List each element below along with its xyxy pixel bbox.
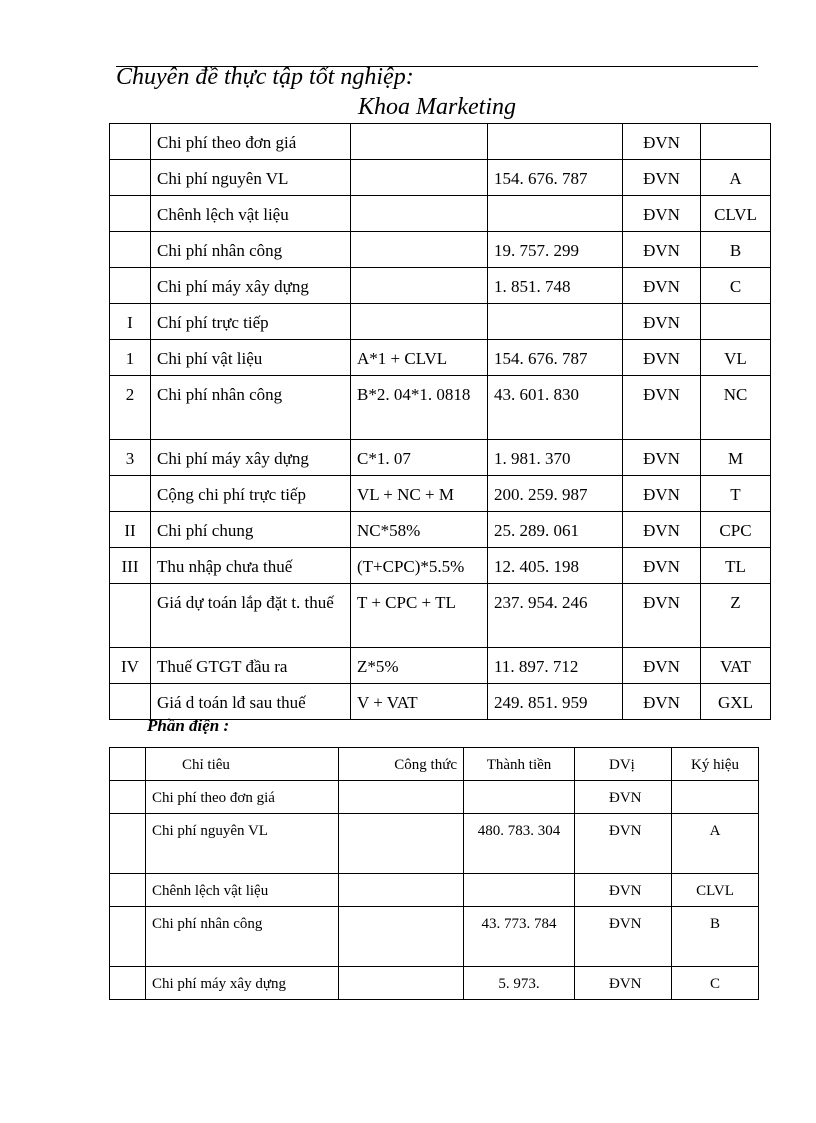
cell-item: Chi phí nguyên VL — [151, 160, 351, 196]
table-header-row — [110, 748, 759, 781]
cell-amount: 5. 973. — [464, 967, 575, 1000]
cell-unit: ĐVN — [623, 648, 701, 684]
table-row — [110, 268, 771, 304]
cell-formula — [351, 160, 488, 196]
cell-amount: 154. 676. 787 — [488, 340, 623, 376]
electrical-cost-table — [109, 747, 759, 1000]
cell-item: Chi phí theo đơn giá — [151, 124, 351, 160]
table-row — [110, 548, 771, 584]
cell-unit: ĐVN — [623, 440, 701, 476]
cell-no — [110, 196, 151, 232]
table-row — [110, 124, 771, 160]
cell-item: Chi phí nhân công — [146, 907, 339, 967]
cell-formula — [351, 196, 488, 232]
cell-item: Chi phí vật liệu — [151, 340, 351, 376]
cell-amount: 11. 897. 712 — [488, 648, 623, 684]
cell-item: Chênh lệch vật liệu — [146, 874, 339, 907]
cell-formula: VL + NC + M — [351, 476, 488, 512]
cell-unit: ĐVN — [623, 584, 701, 648]
table-row — [110, 584, 771, 648]
cell-item: Chi phí theo đơn giá — [146, 781, 339, 814]
cell-unit: ĐVN — [623, 684, 701, 720]
cell-item: Chi phí nguyên VL — [146, 814, 339, 874]
cell-unit: ĐVN — [623, 548, 701, 584]
cell-item: Chi phí nhân công — [151, 232, 351, 268]
cell-item: Giá d toán lđ sau thuế — [151, 684, 351, 720]
cell-symbol: CLVL — [672, 874, 759, 907]
cell-symbol: CPC — [701, 512, 771, 548]
cell-unit: ĐVN — [575, 907, 672, 967]
cell-unit: ĐVN — [623, 160, 701, 196]
cell-amount — [488, 196, 623, 232]
cell-symbol: TL — [701, 548, 771, 584]
cell-amount: 43. 601. 830 — [488, 376, 623, 440]
cell-item: Thu nhập chưa thuế — [151, 548, 351, 584]
cell-item: Chi phí nhân công — [151, 376, 351, 440]
cell-unit: ĐVN — [575, 967, 672, 1000]
cell-no — [110, 232, 151, 268]
cell-no — [110, 476, 151, 512]
cell-item: Chí phí trực tiếp — [151, 304, 351, 340]
cell-unit: ĐVN — [623, 512, 701, 548]
cell-no: III — [110, 548, 151, 584]
cell-symbol: Z — [701, 584, 771, 648]
cell-amount — [488, 304, 623, 340]
cell-formula: (T+CPC)*5.5% — [351, 548, 488, 584]
cell-formula — [339, 814, 464, 874]
table-row — [110, 376, 771, 440]
cell-unit: ĐVN — [575, 814, 672, 874]
cell-item: Chi phí máy xây dựng — [151, 268, 351, 304]
header-cell-formula: Công thức — [339, 748, 464, 781]
cell-amount: 249. 851. 959 — [488, 684, 623, 720]
cell-amount: 154. 676. 787 — [488, 160, 623, 196]
cell-amount: 19. 757. 299 — [488, 232, 623, 268]
header-cell-unit: DVị — [575, 748, 672, 781]
cell-no: 3 — [110, 440, 151, 476]
cell-formula — [339, 907, 464, 967]
table-row — [110, 684, 771, 720]
table-row — [110, 476, 771, 512]
cell-no: 1 — [110, 340, 151, 376]
cell-unit: ĐVN — [575, 874, 672, 907]
cell-no — [110, 907, 146, 967]
header-department: Khoa Marketing — [358, 94, 516, 120]
section-title-electrical: Phần điện : — [147, 716, 230, 735]
cell-no — [110, 124, 151, 160]
header-cell-no — [110, 748, 146, 781]
cell-formula: C*1. 07 — [351, 440, 488, 476]
cell-no — [110, 781, 146, 814]
cell-amount: 480. 783. 304 — [464, 814, 575, 874]
cell-formula: Z*5% — [351, 648, 488, 684]
cell-unit: ĐVN — [575, 781, 672, 814]
cell-formula — [339, 781, 464, 814]
cell-no: II — [110, 512, 151, 548]
header-title: Chuyên đề thực tập tốt nghiệp: — [116, 64, 414, 90]
cell-symbol: B — [672, 907, 759, 967]
cell-no: IV — [110, 648, 151, 684]
cell-symbol: A — [701, 160, 771, 196]
cell-symbol: CLVL — [701, 196, 771, 232]
cell-no — [110, 874, 146, 907]
cell-formula — [339, 967, 464, 1000]
cell-no — [110, 160, 151, 196]
cell-no — [110, 814, 146, 874]
header-cell-amount: Thành tiền — [464, 748, 575, 781]
table-row — [110, 512, 771, 548]
cell-amount: 1. 981. 370 — [488, 440, 623, 476]
cell-symbol: A — [672, 814, 759, 874]
cell-unit: ĐVN — [623, 232, 701, 268]
cell-amount: 25. 289. 061 — [488, 512, 623, 548]
cell-unit: ĐVN — [623, 376, 701, 440]
cell-formula — [351, 268, 488, 304]
cell-symbol — [701, 304, 771, 340]
cell-item: Cộng chi phí trực tiếp — [151, 476, 351, 512]
cell-formula: B*2. 04*1. 0818 — [351, 376, 488, 440]
cell-unit: ĐVN — [623, 196, 701, 232]
cell-amount — [488, 124, 623, 160]
table-row — [110, 232, 771, 268]
cell-symbol: T — [701, 476, 771, 512]
cell-no — [110, 268, 151, 304]
table-row — [110, 781, 759, 814]
cell-symbol: B — [701, 232, 771, 268]
header-cell-item: Chỉ tiêu — [146, 748, 339, 781]
cell-amount: 1. 851. 748 — [488, 268, 623, 304]
cell-amount: 12. 405. 198 — [488, 548, 623, 584]
cell-symbol: VL — [701, 340, 771, 376]
cell-item: Giá dự toán lắp đặt t. thuế — [151, 584, 351, 648]
cell-amount: 43. 773. 784 — [464, 907, 575, 967]
cell-symbol: VAT — [701, 648, 771, 684]
cost-estimate-table — [109, 123, 771, 720]
cell-unit: ĐVN — [623, 340, 701, 376]
cell-formula: NC*58% — [351, 512, 488, 548]
cell-unit: ĐVN — [623, 476, 701, 512]
cell-formula — [351, 232, 488, 268]
cell-symbol: C — [672, 967, 759, 1000]
cell-formula — [351, 304, 488, 340]
cell-symbol — [672, 781, 759, 814]
table-row — [110, 196, 771, 232]
cell-item: Chi phí máy xây dựng — [151, 440, 351, 476]
table-row — [110, 814, 759, 874]
cell-amount: 200. 259. 987 — [488, 476, 623, 512]
header-cell-symbol: Ký hiệu — [672, 748, 759, 781]
cell-symbol — [701, 124, 771, 160]
cell-unit: ĐVN — [623, 304, 701, 340]
table-row — [110, 648, 771, 684]
table-row — [110, 440, 771, 476]
table-row — [110, 160, 771, 196]
cell-symbol: M — [701, 440, 771, 476]
cell-symbol: GXL — [701, 684, 771, 720]
cell-amount: 237. 954. 246 — [488, 584, 623, 648]
table-row — [110, 967, 759, 1000]
cell-item: Chi phí chung — [151, 512, 351, 548]
cell-unit: ĐVN — [623, 124, 701, 160]
cell-formula: T + CPC + TL — [351, 584, 488, 648]
cell-amount — [464, 874, 575, 907]
electrical-cost-table-body — [110, 781, 759, 1000]
cell-no — [110, 584, 151, 648]
cost-estimate-table-body — [110, 124, 771, 720]
table-row — [110, 907, 759, 967]
table-row — [110, 304, 771, 340]
cell-formula: A*1 + CLVL — [351, 340, 488, 376]
cell-no — [110, 967, 146, 1000]
cell-no: 2 — [110, 376, 151, 440]
cell-item: Thuế GTGT đầu ra — [151, 648, 351, 684]
table-row — [110, 340, 771, 376]
cell-symbol: C — [701, 268, 771, 304]
cell-formula: V + VAT — [351, 684, 488, 720]
cell-amount — [464, 781, 575, 814]
cell-item: Chênh lệch vật liệu — [151, 196, 351, 232]
cell-no — [110, 684, 151, 720]
cell-symbol: NC — [701, 376, 771, 440]
cell-item: Chi phí máy xây dựng — [146, 967, 339, 1000]
cell-unit: ĐVN — [623, 268, 701, 304]
cell-formula — [351, 124, 488, 160]
cell-formula — [339, 874, 464, 907]
table-row — [110, 874, 759, 907]
cell-no: I — [110, 304, 151, 340]
